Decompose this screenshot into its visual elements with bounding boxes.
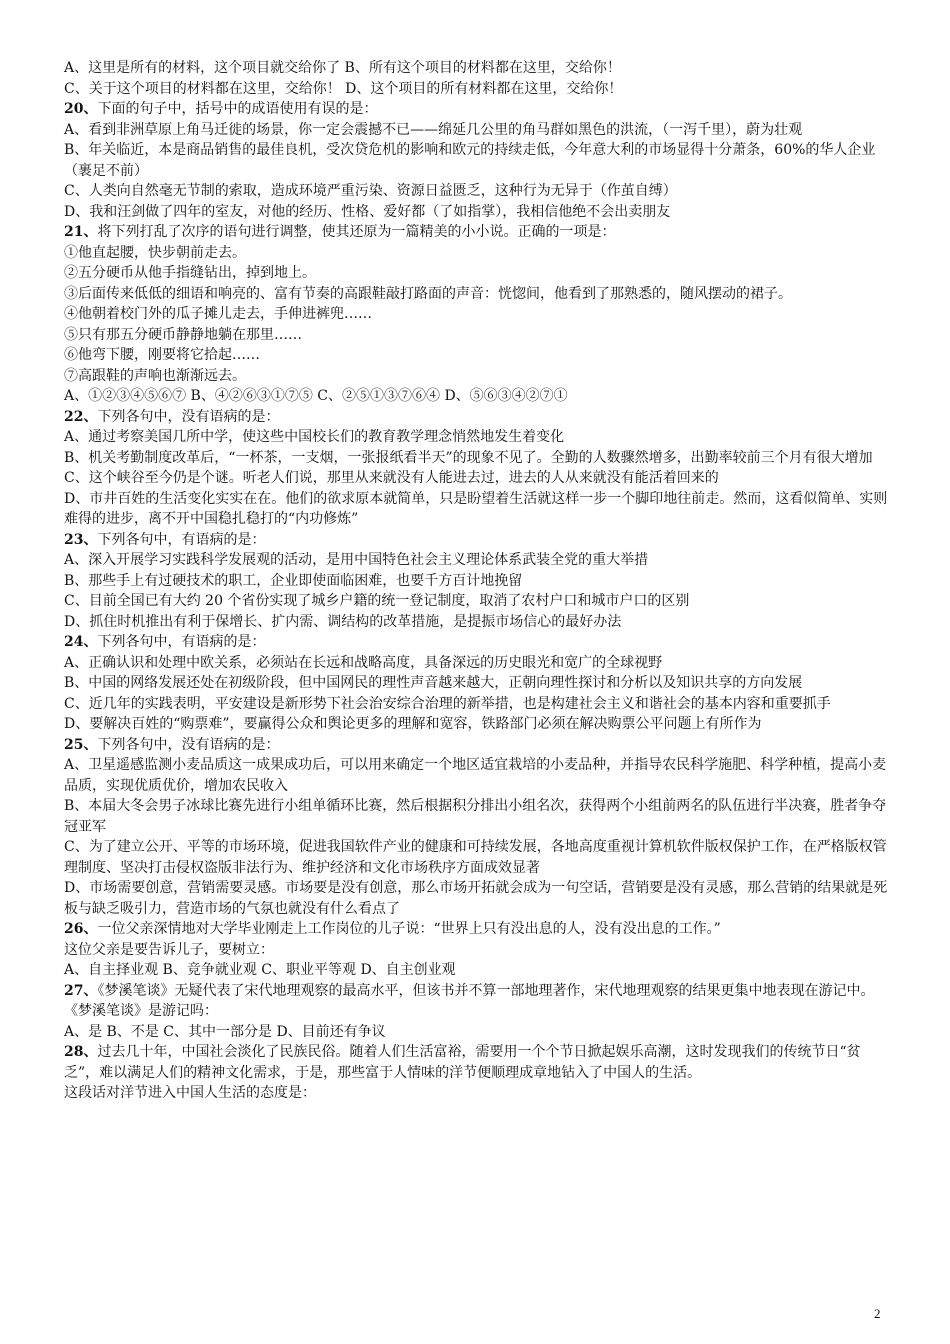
question-number: 21、 [64,224,98,240]
question-heading [64,981,892,1002]
text-line: ⑦高跟鞋的声响也渐渐远去。 [64,367,246,384]
text-line: A、是 B、不是 C、其中一部分是 D、目前还有争议 [64,1023,386,1040]
text-line: A、正确认识和处理中欧关系，必须站在长远和战略高度，具备深远的历史眼光和宽广的全球视野 [64,654,663,671]
text-line: C、这个峡谷至今仍是个谜。听老人们说，那里从来就没有人能进去过，进去的人从来就没有能活着回来的 [64,470,719,486]
question-heading [64,1042,892,1083]
question-text: 《梦溪笔谈》无疑代表了宋代地理观察的最高水平，但该书并不算一部地理著作，宋代地理观察的结果更集中地表现在游记中。 [97,982,875,999]
question-heading [64,222,892,243]
question-text: 下面的句子中，括号中的成语使用有误的是： [97,101,378,117]
text-line: D、市井百姓的生活变化实实在在。他们的欲求原本就简单，只是盼望着生活就这样一步一个脚印地往前走。然而，这看似简单、实则难得的进步，离不开中国稳扎稳打的“内功修炼” [64,490,888,527]
text-line: C、目前全国已有大约 20 个省份实现了城乡户籍的统一登记制度，取消了农村户口和城市户口的区别 [64,593,690,609]
text-line: ⑤只有那五分硬币静静地躺在那里…… [64,326,302,343]
question-number: 23、 [64,531,98,548]
text-line: B、本届大冬会男子冰球比赛先进行小组单循环比赛，然后根据积分排出小组名次，获得两个小组前两名的队伍进行半决赛，胜者争夺冠亚军 [64,798,887,835]
question-number: 25、 [64,736,98,753]
text-line: A、①②③④⑤⑥⑦ B、④②⑥③①⑦⑤ C、②⑤①③⑦⑥④ D、⑤⑥③④②⑦① [64,388,568,404]
question-number: 26、 [64,921,98,937]
question-heading [64,530,892,551]
question-number: 28、 [64,1044,98,1060]
question-heading [64,919,892,940]
text-line: B、机关考勤制度改革后，“一杯茶，一支烟，一张报纸看半天”的现象不见了。全勤的人数骤然增多，出勤率较前三个月有很大增加 [64,449,873,466]
text-line: C、为了建立公开、平等的市场环境，促进我国软件产业的健康和可持续发展，各地高度重视计算机软件版权保护工作，在严格版权管理制度、坚决打击侵权盗版非法行为、维护经济和文化市场秩序方面成效显著 [64,839,887,876]
question-heading [64,407,892,428]
question-number: 22、 [64,408,98,425]
text-line: D、市场需要创意，营销需要灵感。市场要是没有创意，那么市场开拓就会成为一句空话，营销要是没有灵感，那么营销的结果就是死板与缺乏吸引力，营造市场的气氛也就没有什么看点了 [64,880,888,917]
text-line: A、深入开展学习实践科学发展观的活动，是用中国特色社会主义理论体系武装全党的重大举措 [64,552,649,568]
text-line: 这位父亲是要告诉儿子，要树立： [64,941,274,958]
text-line: A、自主择业观 B、竞争就业观 C、职业平等观 D、自主创业观 [64,962,456,978]
text-line: D、要解决百姓的“购票难”，要赢得公众和舆论更多的理解和宽容，铁路部门必须在解决购票公平问题上有所作为 [64,716,762,732]
question-text: 过去几十年，中国社会淡化了民族民俗。随着人们生活富裕，需要用一个个节日掀起娱乐高潮，这时发现我们的传统节日“贫乏”，难以满足人们的精神文化需求，于是，那些富于人情味的洋节便顺理成章地钻入了中国人的生活。 [64,1044,861,1081]
question-heading [64,99,892,120]
text-line: B、中国的网络发展还处在初级阶段，但中国网民的理性声音越来越大，正朝向理性探讨和分析以及知识共享的方向发展 [64,675,803,691]
question-heading [64,735,892,756]
question-number: 27、 [64,982,98,999]
question-number: 24、 [64,634,98,650]
question-number: 20、 [64,101,98,117]
text-line: A、这里是所有的材料，这个项目就交给你了 B、所有这个项目的材料都在这里，交给你！ [64,60,621,76]
text-line: ⑥他弯下腰，刚要将它拾起…… [64,347,260,363]
question-text: 一位父亲深情地对大学毕业刚走上工作岗位的儿子说：“世界上只有没出息的人，没有没出息的工作。” [97,921,721,937]
text-line: C、人类向自然毫无节制的索取，造成环境严重污染、资源日益匮乏，这种行为无异于（作茧自缚） [64,183,677,199]
text-line: B、年关临近，本是商品销售的最佳良机，受次贷危机的影响和欧元的持续走低，今年意大利的市场显得十分萧条，60%的华人企业（裹足不前） [64,142,876,179]
text-line: ①他直起腰，快步朝前走去。 [64,244,246,261]
text-line: ④他朝着校门外的瓜子摊儿走去，手伸进裤兜…… [64,306,372,322]
text-line: C、近几年的实践表明，平安建设是新形势下社会治安综合治理的新举措，也是构建社会主义和谐社会的基本内容和重要抓手 [64,695,831,712]
question-text: 下列各句中，没有语病的是： [97,736,280,753]
question-text: 下列各句中，有语病的是： [97,634,266,650]
text-line: 《梦溪笔谈》是游记吗： [64,1003,218,1019]
text-line: 这段话对洋节进入中国人生活的态度是： [64,1085,316,1101]
question-text: 下列各句中，没有语病的是： [97,408,280,425]
text-line: A、卫星遥感监测小麦品质这一成果成功后，可以用来确定一个地区适宜栽培的小麦品种，并指导农民科学施肥、科学种植，提高小麦品质，实现优质优价，增加农民收入 [64,757,887,794]
document-page [64,58,892,1104]
question-text: 下列各句中，有语病的是： [97,531,266,548]
question-heading [64,632,892,653]
text-line: ③后面传来低低的细语和响亮的、富有节奏的高跟鞋敲打路面的声音：恍惚间，他看到了那熟悉的，随风摆动的裙子。 [64,285,792,302]
page-number: 2 [874,1306,881,1321]
text-line: A、看到非洲草原上角马迁徙的场景，你一定会震撼不已——绵延几公里的角马群如黑色的洪流，（一泻千里），蔚为壮观 [64,121,803,138]
text-line: ②五分硬币从他手指缝钻出，掉到地上。 [64,265,316,281]
text-line: B、那些手上有过硬技术的职工，企业即使面临困难，也要千方百计地挽留 [64,572,523,589]
text-line: C、关于这个项目的材料都在这里，交给你！ D、这个项目的所有材料都在这里，交给你！ [64,80,623,97]
text-line: D、我和汪剑做了四年的室友，对他的经历、性格、爱好都（了如指掌），我相信他绝不会出卖朋友 [64,203,671,220]
text-line: A、通过考察美国几所中学，使这些中国校长们的教育教学理念悄然地发生着变化 [64,429,565,445]
text-line: D、抓住时机推出有利于保增长、扩内需、调结构的改革措施，是提振市场信心的最好办法 [64,613,622,630]
question-text: 将下列打乱了次序的语句进行调整，使其还原为一篇精美的小小说。正确的一项是： [97,224,616,240]
